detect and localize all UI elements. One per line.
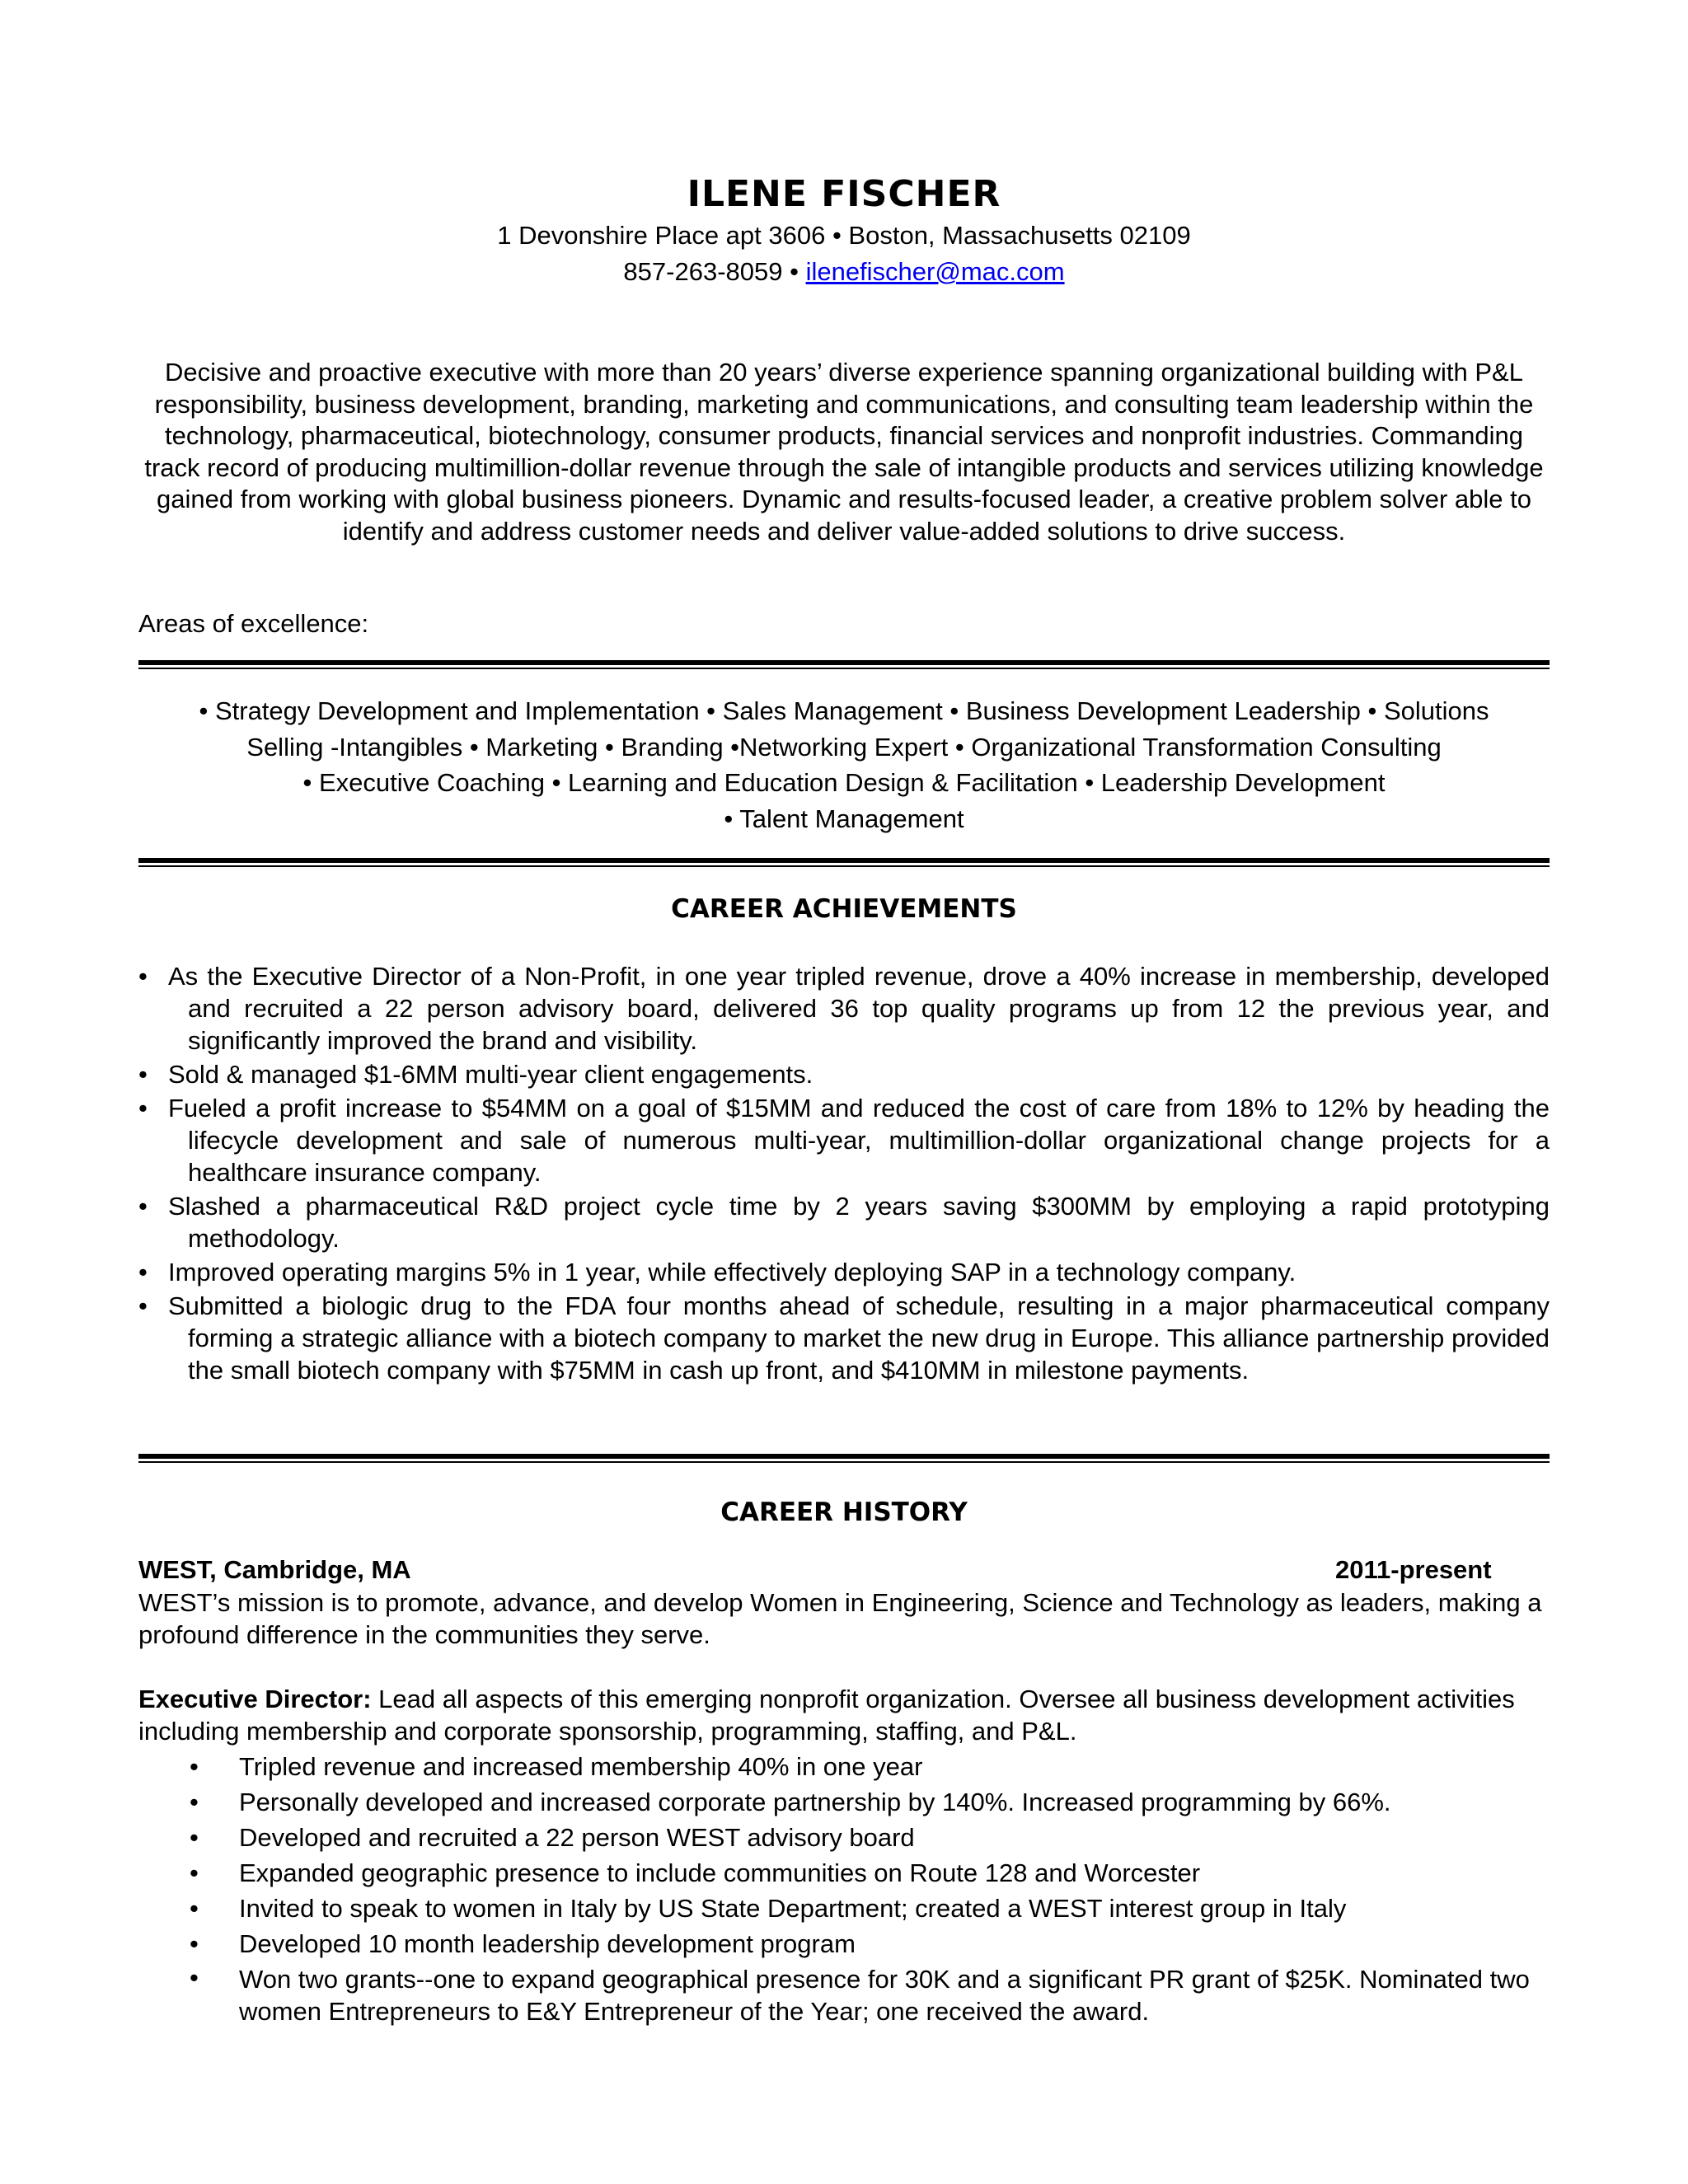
duty-item — [138, 1855, 1550, 1891]
duty-item — [138, 1891, 1550, 1926]
bullet-icon: • — [190, 1823, 199, 1852]
achievement-item — [138, 1058, 1550, 1090]
bullet-icon: • — [190, 1929, 199, 1958]
bullet-icon: • — [190, 1788, 199, 1816]
achievement-item — [138, 1190, 1550, 1254]
bullet-icon: • — [138, 1258, 148, 1286]
areas-line: • Executive Coaching • Learning and Education Design & Facilitation • Leadership Development — [302, 768, 1386, 797]
phone-number: 857-263-8059 • — [623, 257, 806, 286]
duty-item — [138, 1749, 1550, 1784]
section-divider — [138, 1454, 1550, 1463]
career-history-heading: CAREER HISTORY — [720, 1497, 968, 1527]
address-line: 1 Devonshire Place apt 3606 • Boston, Massachusetts 02109 — [497, 221, 1191, 250]
company-mission: WEST’s mission is to promote, advance, and develop Women in Engineering, Science and Technology as leaders, making a profound difference in the communities they serve. — [138, 1588, 1542, 1649]
areas-of-excellence-label: Areas of excellence: — [138, 609, 369, 638]
achievements-list — [138, 960, 1550, 1388]
bullet-icon: • — [138, 1192, 148, 1221]
career-achievements-heading: CAREER ACHIEVEMENTS — [671, 894, 1017, 924]
achievement-item — [138, 1256, 1550, 1288]
areas-of-excellence-list — [138, 693, 1550, 837]
employment-dates: 2011-present — [1335, 1555, 1492, 1584]
achievement-item — [138, 1290, 1550, 1386]
achievement-text: Slashed a pharmaceutical R&D project cycle time by 2 years saving $300MM by employing a rapid prototyping methodology. — [168, 1192, 1550, 1253]
role-summary: Lead all aspects of this emerging nonprofit organization. Oversee all business development activities including membership and corporate sponsorship, programming, staffing, and P&L. — [138, 1685, 1515, 1746]
achievement-text: Submitted a biologic drug to the FDA four months ahead of schedule, resulting in a major pharmaceutical company forming a strategic alliance with a biotech company to market the new drug in Europe. This alliance partnership provided the small biotech company with $75MM in cash up front, and $410MM in milestone payments. — [168, 1291, 1550, 1385]
duties-list — [138, 1749, 1550, 2027]
bullet-icon: • — [138, 962, 148, 991]
bullet-icon: • — [190, 1858, 199, 1887]
duty-text: Tripled revenue and increased membership 40% in one year — [239, 1752, 923, 1781]
areas-line: • Talent Management — [724, 804, 964, 833]
candidate-name: ILENE FISCHER — [687, 173, 1001, 215]
achievement-item — [138, 960, 1550, 1057]
company-name: WEST, Cambridge, MA — [138, 1555, 411, 1584]
achievement-item — [138, 1092, 1550, 1188]
bullet-icon: • — [138, 1291, 148, 1320]
achievement-text: Sold & managed $1-6MM multi-year client engagements. — [168, 1060, 814, 1089]
bullet-icon: • — [190, 1752, 199, 1781]
email-link[interactable]: ilenefischer@mac.com — [805, 257, 1065, 286]
duty-item — [138, 1961, 1550, 2027]
role-description — [138, 1683, 1550, 1747]
areas-line: Selling -Intangibles • Marketing • Branding •Networking Expert • Organizational Transformation Consulting — [246, 732, 1442, 762]
duty-text: Expanded geographic presence to include communities on Route 128 and Worcester — [239, 1858, 1201, 1887]
bullet-icon: • — [138, 1094, 148, 1122]
section-divider — [138, 858, 1550, 867]
duty-text: Developed and recruited a 22 person WEST advisory board — [239, 1823, 915, 1852]
role-title: Executive Director: — [138, 1685, 372, 1713]
duty-item — [138, 1820, 1550, 1855]
duty-item — [138, 1926, 1550, 1961]
bullet-icon: • — [190, 1963, 199, 1992]
bullet-icon: • — [190, 1894, 199, 1923]
duty-text: Developed 10 month leadership development program — [239, 1929, 856, 1958]
achievement-text: Improved operating margins 5% in 1 year, while effectively deploying SAP in a technology company. — [168, 1258, 1296, 1286]
bullet-icon: • — [138, 1060, 148, 1089]
duty-text: Personally developed and increased corporate partnership by 140%. Increased programming by 66%. — [239, 1788, 1391, 1816]
section-divider — [138, 660, 1550, 669]
achievement-text: Fueled a profit increase to $54MM on a goal of $15MM and reduced the cost of care from 18% to 12% by heading the lifecycle development and sale of numerous multi-year, multimillion-dollar organizational change projects for a healthcare insurance company. — [168, 1094, 1550, 1187]
areas-line: • Strategy Development and Implementation • Sales Management • Business Development Leadership • Solutions — [199, 696, 1489, 725]
duty-item — [138, 1784, 1550, 1820]
achievement-text: As the Executive Director of a Non-Profit, in one year tripled revenue, drove a 40% increase in membership, developed and recruited a 22 person advisory board, delivered 36 top quality programs up from 12 the previous year, and significantly improved the brand and visibility. — [168, 962, 1550, 1055]
duty-text: Won two grants--one to expand geographical presence for 30K and a significant PR grant of $25K. Nominated two women Entrepreneurs to E&Y Entrepreneur of the Year; one received the award. — [239, 1965, 1530, 2026]
professional-summary: Decisive and proactive executive with more than 20 years’ diverse experience spanning organizational building with P&L responsibility, business development, branding, marketing and communications, and consulting team leadership within the technology, pharmaceutical, biotechnology, consumer products, financial services and nonprofit industries. Commanding track record of producing multimillion-dollar revenue through the sale of intangible products and services utilizing knowledge gained from working with global business pioneers. Dynamic and results-focused leader, a creative problem solver able to identify and address customer needs and deliver value-added solutions to drive success. — [144, 358, 1544, 546]
duty-text: Invited to speak to women in Italy by US State Department; created a WEST interest group in Italy — [239, 1894, 1347, 1923]
phone-email-line — [138, 257, 1550, 287]
